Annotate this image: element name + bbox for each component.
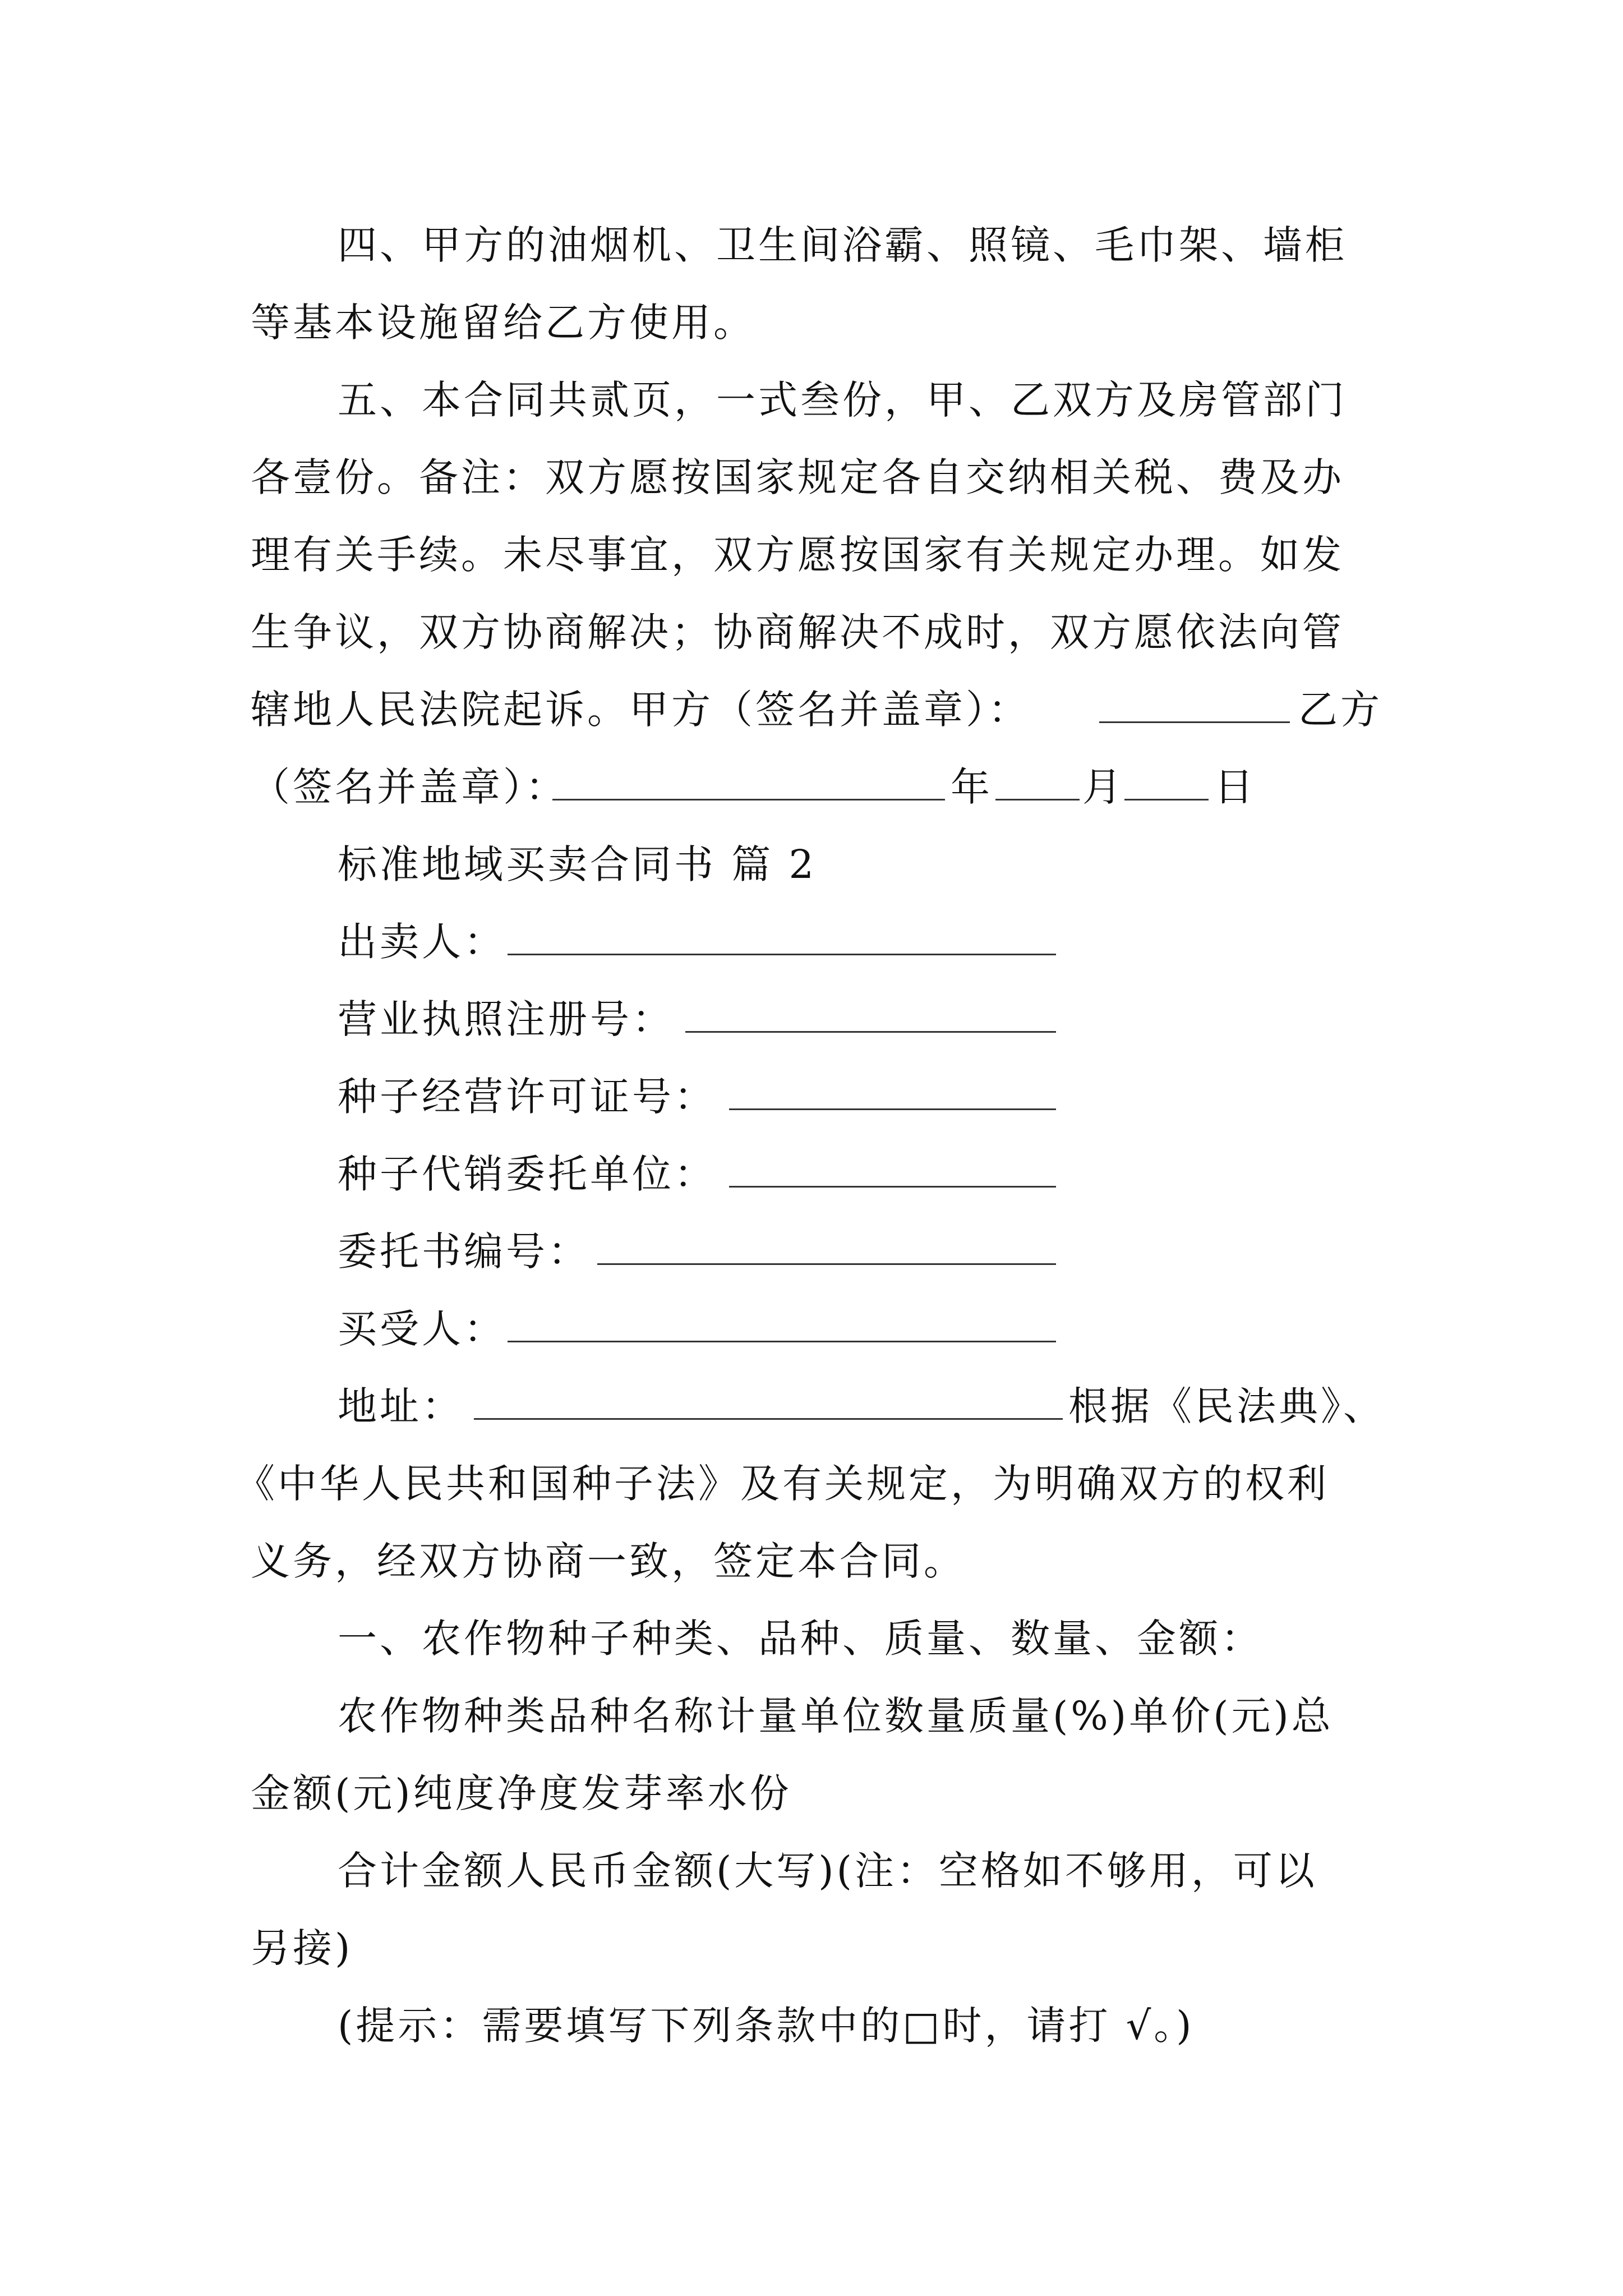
license-no-input[interactable] (685, 994, 1056, 1033)
field-buyer: 买受人： (0, 1304, 1623, 1354)
buyer-input[interactable] (508, 1304, 1056, 1342)
para5-line1: 五、本合同共贰页，一式叁份，甲、乙双方及房管部门 (338, 377, 1347, 423)
party-a-signature-blank[interactable] (1099, 684, 1290, 723)
para5-line6: （签名并盖章）： 年 月 日 (0, 762, 1623, 812)
agent-unit-input[interactable] (729, 1149, 1056, 1188)
month-blank[interactable] (995, 762, 1080, 800)
para5-line2: 各壹份。备注：双方愿按国家规定各自交纳相关税、费及办 (251, 454, 1344, 500)
hint: (提示：需要填写下列条款中的□时，请打 √。) (338, 2003, 1195, 2049)
seed-permit-input[interactable] (729, 1071, 1056, 1110)
field-seed-permit: 种子经营许可证号： (0, 1071, 1623, 1122)
clause1: 一、农作物种子种类、品种、质量、数量、金额： (338, 1616, 1263, 1662)
seller-input[interactable] (508, 917, 1056, 955)
intro-line2: 《中华人民共和国种子法》及有关规定，为明确双方的权利 (236, 1461, 1329, 1507)
field-license-no: 营业执照注册号： (0, 994, 1623, 1045)
para5-line3: 理有关手续。未尽事宜，双方愿按国家有关规定办理。如发 (251, 532, 1344, 578)
para5-line4: 生争议，双方协商解决；协商解决不成时，双方愿依法向管 (251, 609, 1344, 655)
table-header-line1: 农作物种类品种名称计量单位数量质量(%)单价(元)总 (338, 1693, 1334, 1739)
para4-line2: 等基本设施留给乙方使用。 (251, 300, 755, 346)
para4-line1: 四、甲方的油烟机、卫生间浴霸、照镜、毛巾架、墙柜 (338, 222, 1347, 268)
field-address: 地址： 根据《民法典》、 (0, 1381, 1623, 1432)
total-line1: 合计金额人民币金额(大写)(注：空格如不够用，可以 (338, 1848, 1317, 1894)
intro-line3: 义务，经双方协商一致，签定本合同。 (251, 1538, 966, 1584)
table-header-line2: 金额(元)纯度净度发芽率水份 (251, 1770, 792, 1816)
party-b-signature-blank[interactable] (552, 762, 945, 800)
address-input[interactable] (474, 1381, 1063, 1420)
field-entrust-no: 委托书编号： (0, 1226, 1623, 1277)
day-blank[interactable] (1124, 762, 1209, 800)
section2-title: 标准地域买卖合同书 篇 2 (338, 841, 817, 887)
field-seller: 出卖人： (0, 917, 1623, 967)
field-agent-unit: 种子代销委托单位： (0, 1149, 1623, 1199)
para5-line5: 辖地人民法院起诉。甲方（签名并盖章）： 乙方 (0, 684, 1623, 735)
total-line2: 另接) (251, 1925, 353, 1971)
entrust-no-input[interactable] (597, 1226, 1056, 1265)
